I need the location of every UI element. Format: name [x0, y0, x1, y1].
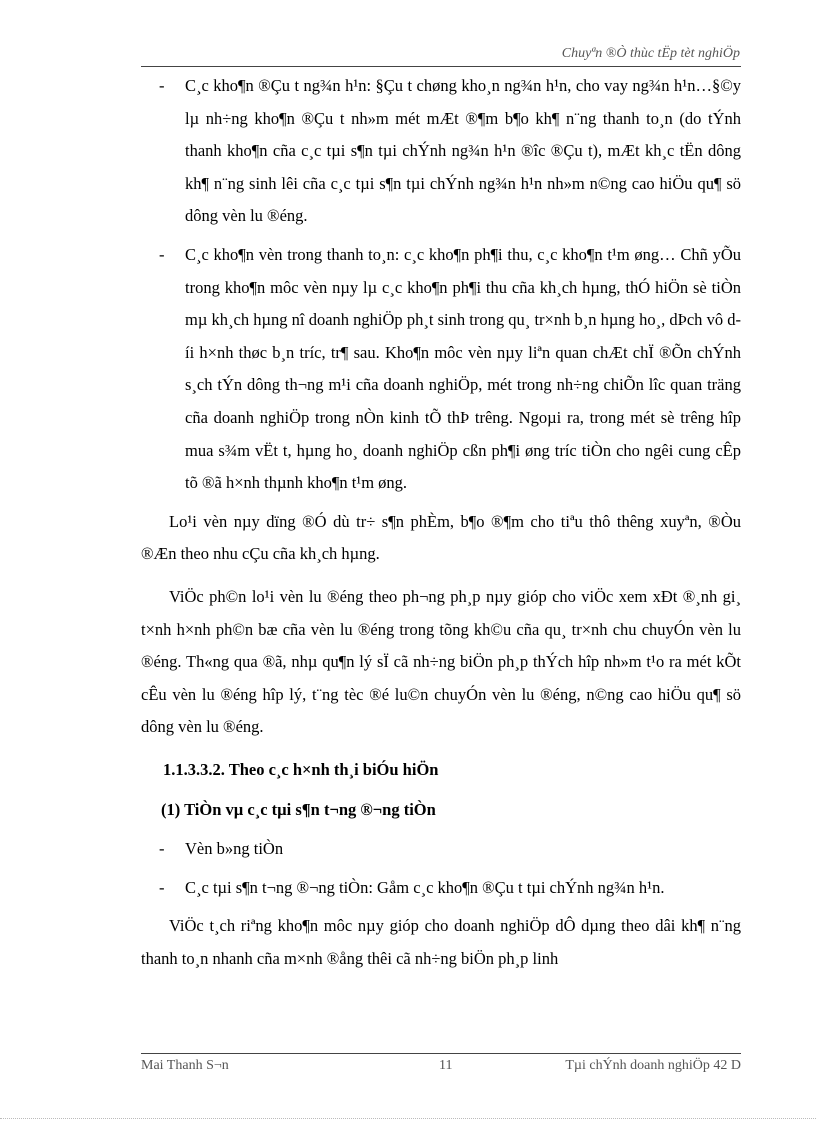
bullet-text: Vèn b»ng tiÒn — [185, 839, 284, 859]
bullet-text: C¸c tµi s¶n t¬ng ®¬ng tiÒn: Gåm c¸c kho¶n ®Çu t tµi chÝnh ng¾n h¹n. — [185, 877, 665, 897]
bullet-item — [141, 872, 741, 905]
paragraph: ViÖc ph©n lo¹i vèn lu ®éng theo ph¬ng ph¸p nµy gióp cho viÖc xem xÐt ®¸nh gi¸ t×nh h×nh ph©n bæ cña vèn lu ®éng trong tõng kh©u cña qu¸ tr×nh chu chuyÓn vèn lu ®éng. Th«ng qua ®ã, nhµ qu¶n lý sÏ cã nh÷ng biÖn ph¸p thÝch hîp nh»m t¹o ra mét kÕt cÊu vèn lu ®éng hîp lý, t¨ng tèc ®é lu©n chuyÓn vèn lu ®éng, n©ng cao hiÖu qu¶ sö dông vèn lu ®éng. — [141, 586, 741, 737]
running-header: Chuyªn ®Ò thùc tËp tèt nghiÖp — [561, 46, 740, 61]
bullet-dash: - — [159, 839, 165, 859]
bullet-item — [141, 70, 741, 233]
bullet-item — [141, 239, 741, 500]
subsection-heading: (1) TiÒn vµ c¸c tµi s¶n t¬ng ®¬ng tiÒn — [161, 800, 436, 820]
footer-divider — [141, 1053, 741, 1054]
page-body — [141, 70, 741, 985]
section-heading: 1.1.3.3.2. Theo c¸c h×nh th¸i biÓu hiÖn — [163, 759, 439, 779]
footer-class: Tµi chÝnh doanh nghiÖp 42 D — [565, 1058, 741, 1073]
footer-author: Mai Thanh S¬n — [141, 1058, 229, 1073]
bullet-dash: - — [159, 244, 165, 264]
bullet-item — [141, 833, 741, 866]
header-divider — [141, 66, 741, 67]
bullet-dash: - — [159, 877, 165, 897]
page-number: 11 — [439, 1058, 453, 1073]
bullet-text: C¸c kho¶n vèn trong thanh to¸n: c¸c kho¶n ph¶i thu, c¸c kho¶n t¹m øng… Chñ yÕu trong kho¶n môc vèn nµy lµ c¸c kho¶n ph¶i thu cña kh¸ch hµng, thÓ hiÖn sè tiÒn mµ kh¸ch hµng nî doanh nghiÖp ph¸t sinh trong qu¸ tr×nh b¸n hµng ho¸, dÞch vô díi h×nh thøc b¸n tríc, tr¶ sau. Kho¶n môc vèn nµy liªn quan chÆt chÏ ®Õn chÝnh s¸ch tÝn dông th¬ng m¹i cña doanh nghiÖp, mét trong nh÷ng chiÕn lîc quan träng cña doanh nghiÖp trong nÒn kinh tÕ thÞ trêng. Ngoµi ra, trong mét sè trêng hîp mua s¾m vËt t, hµng ho¸ doanh nghiÖp cßn ph¶i øng tríc tiÒn cho ngêi cung cÊp tõ ®ã h×nh thµnh kho¶n t¹m øng. — [185, 244, 741, 493]
paragraph: Lo¹i vèn nµy dïng ®Ó dù tr÷ s¶n phÈm, b¶o ®¶m cho tiªu thô thêng xuyªn, ®Òu ®Æn theo nhu cÇu cña kh¸ch hµng. — [141, 511, 741, 564]
bullet-dash: - — [159, 76, 165, 95]
page-bottom-border — [0, 1118, 816, 1119]
bullet-text: C¸c kho¶n ®Çu t ng¾n h¹n: §Çu t chøng kho¸n ng¾n h¹n, cho vay ng¾n h¹n…§©y lµ nh÷ng kho¶n ®Çu t nh»m mét mÆt ®¶m b¶o kh¶ n¨ng thanh to¸n (do tÝnh thanh kho¶n cña c¸c tµi s¶n tµi chÝnh ng¾n h¹n ®îc ®Çu t), mÆt kh¸c tËn dông kh¶ n¨ng sinh lêi cña c¸c tµi s¶n tµi chÝnh ng¾n h¹n nh»m n©ng cao hiÖu qu¶ sö dông vèn lu ®éng. — [185, 76, 741, 226]
paragraph: ViÖc t¸ch riªng kho¶n môc nµy gióp cho doanh nghiÖp dÔ dµng theo dâi kh¶ n¨ng thanh to¸n nhanh cña m×nh ®ång thêi cã nh÷ng biÖn ph¸p linh — [141, 916, 741, 968]
